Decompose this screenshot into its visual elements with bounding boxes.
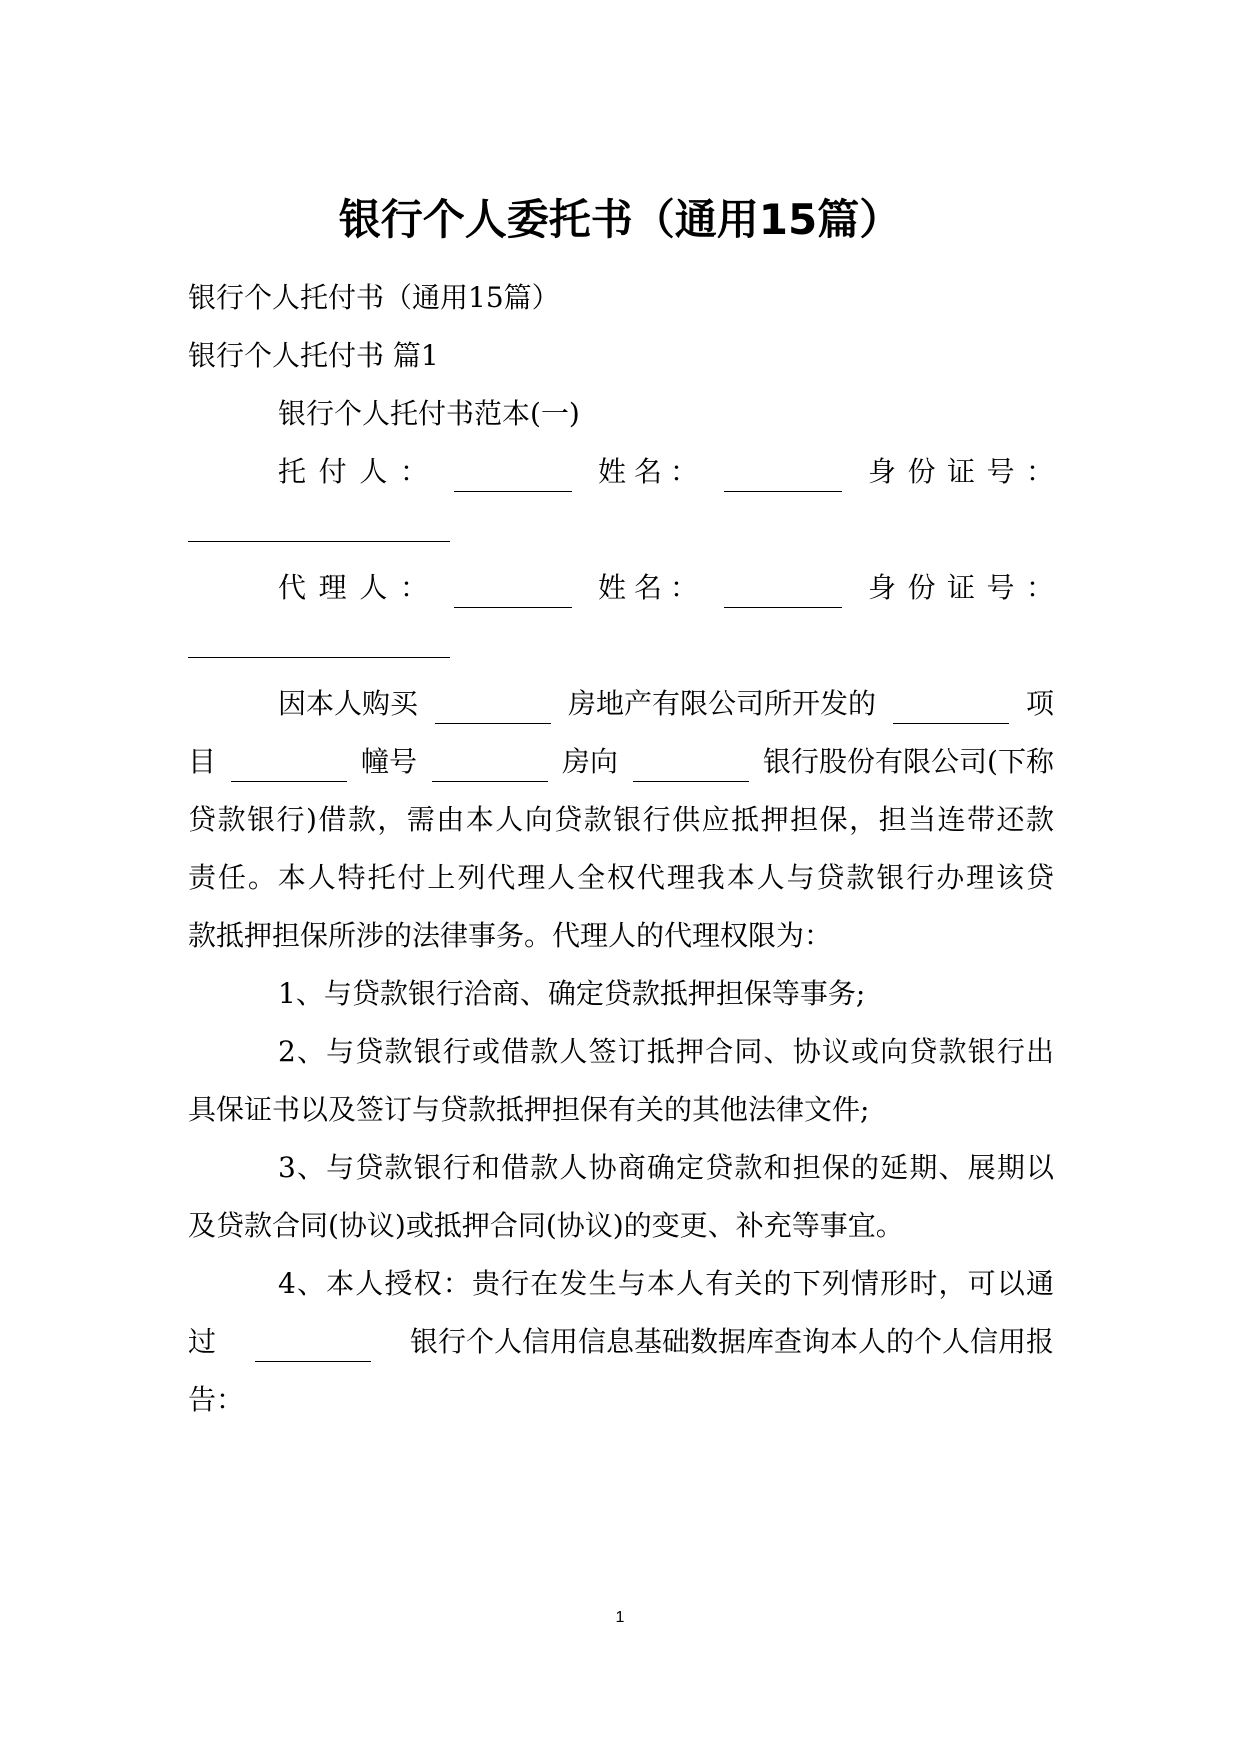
- label-char: 份: [907, 455, 936, 488]
- document-title: 银行个人委托书（通用15篇）: [338, 195, 902, 244]
- list-item-2-line-2: 具保证书以及签订与贷款抵押担保有关的其他法律文件;: [188, 1093, 870, 1126]
- label-char: 证: [946, 455, 975, 488]
- label-char: 号: [986, 455, 1015, 488]
- label-char: 份: [907, 571, 936, 604]
- list-item-1: 1、与贷款银行洽商、确定贷款抵押担保等事务;: [278, 977, 866, 1010]
- paragraph-line: 责任。本人特托付上列代理人全权代理我本人与贷款银行办理该贷: [188, 861, 1054, 894]
- list-item-3-line-1: 3、与贷款银行和借款人协商确定贷款和担保的延期、展期以: [278, 1151, 1054, 1184]
- list-item-3-line-2: 及贷款合同(协议)或抵押合同(协议)的变更、补充等事宜。: [188, 1209, 904, 1242]
- list-item-4-line-2: [188, 1322, 1054, 1362]
- fill-blank: [893, 693, 1009, 724]
- principal-name-blank: [724, 461, 842, 492]
- list-item-4-line-3: 告：: [188, 1383, 245, 1416]
- text-segment: 过: [188, 1325, 217, 1358]
- label-char: ：: [399, 455, 428, 488]
- text-segment: 银行股份有限公司(下称: [763, 745, 1054, 778]
- paragraph-line: [278, 684, 1054, 724]
- label-char: 人: [359, 571, 388, 604]
- text-segment: 因本人购买: [278, 687, 419, 720]
- fill-blank: [633, 751, 749, 782]
- label-char: 付: [318, 455, 347, 488]
- label-char: ：: [669, 571, 698, 604]
- fill-blank: [255, 1331, 371, 1362]
- list-item-4-line-1: 4、本人授权：贵行在发生与本人有关的下列情形时，可以通: [278, 1267, 1054, 1300]
- section-heading: 银行个人托付书 篇1: [188, 339, 439, 372]
- label-char: ：: [399, 571, 428, 604]
- paragraph-line: [188, 742, 1054, 782]
- agent-blank: [454, 577, 572, 608]
- label-char: 证: [946, 571, 975, 604]
- fill-blank: [432, 751, 548, 782]
- label-char: ：: [1025, 571, 1054, 604]
- fill-blank: [231, 751, 347, 782]
- text-segment: 幢号: [361, 745, 418, 778]
- agent-label: [278, 568, 428, 608]
- list-item-2-line-1: 2、与贷款银行或借款人签订抵押合同、协议或向贷款银行出: [278, 1035, 1054, 1068]
- text-segment: 银行个人信用信息基础数据库查询本人的个人信用报: [409, 1325, 1054, 1358]
- agent-id-label: [868, 568, 1054, 608]
- label-char: 身: [868, 455, 897, 488]
- sample-heading: 银行个人托付书范本(一): [278, 397, 580, 430]
- label-char: 理: [318, 571, 347, 604]
- text-segment: 房向: [562, 745, 619, 778]
- agent-row: [278, 568, 1054, 608]
- agent-id-blank: [188, 656, 450, 658]
- text-segment: 房地产有限公司所开发的: [567, 687, 876, 720]
- label-char: 名: [633, 571, 662, 604]
- principal-row: [278, 452, 1054, 492]
- fill-blank: [435, 693, 551, 724]
- label-char: 姓: [598, 571, 627, 604]
- label-char: 身: [868, 571, 897, 604]
- label-char: 号: [986, 571, 1015, 604]
- page-number: 1: [615, 1609, 625, 1626]
- label-char: 代: [278, 571, 307, 604]
- principal-blank: [454, 461, 572, 492]
- label-char: 名: [633, 455, 662, 488]
- label-char: 人: [359, 455, 388, 488]
- agent-name-label: [598, 568, 698, 608]
- principal-id-label: [868, 452, 1054, 492]
- label-char: ：: [669, 455, 698, 488]
- text-segment: 目: [188, 745, 217, 778]
- agent-name-blank: [724, 577, 842, 608]
- principal-id-blank: [188, 540, 450, 542]
- label-char: 托: [278, 455, 307, 488]
- label-char: ：: [1025, 455, 1054, 488]
- label-char: 姓: [598, 455, 627, 488]
- paragraph-line: 款抵押担保所涉的法律事务。代理人的代理权限为：: [188, 919, 833, 952]
- subtitle-line: 银行个人托付书（通用15篇）: [188, 281, 560, 314]
- principal-label: [278, 452, 428, 492]
- paragraph-line: 贷款银行)借款，需由本人向贷款银行供应抵押担保，担当连带还款: [188, 803, 1054, 836]
- text-segment: 项: [1025, 687, 1054, 720]
- principal-name-label: [598, 452, 698, 492]
